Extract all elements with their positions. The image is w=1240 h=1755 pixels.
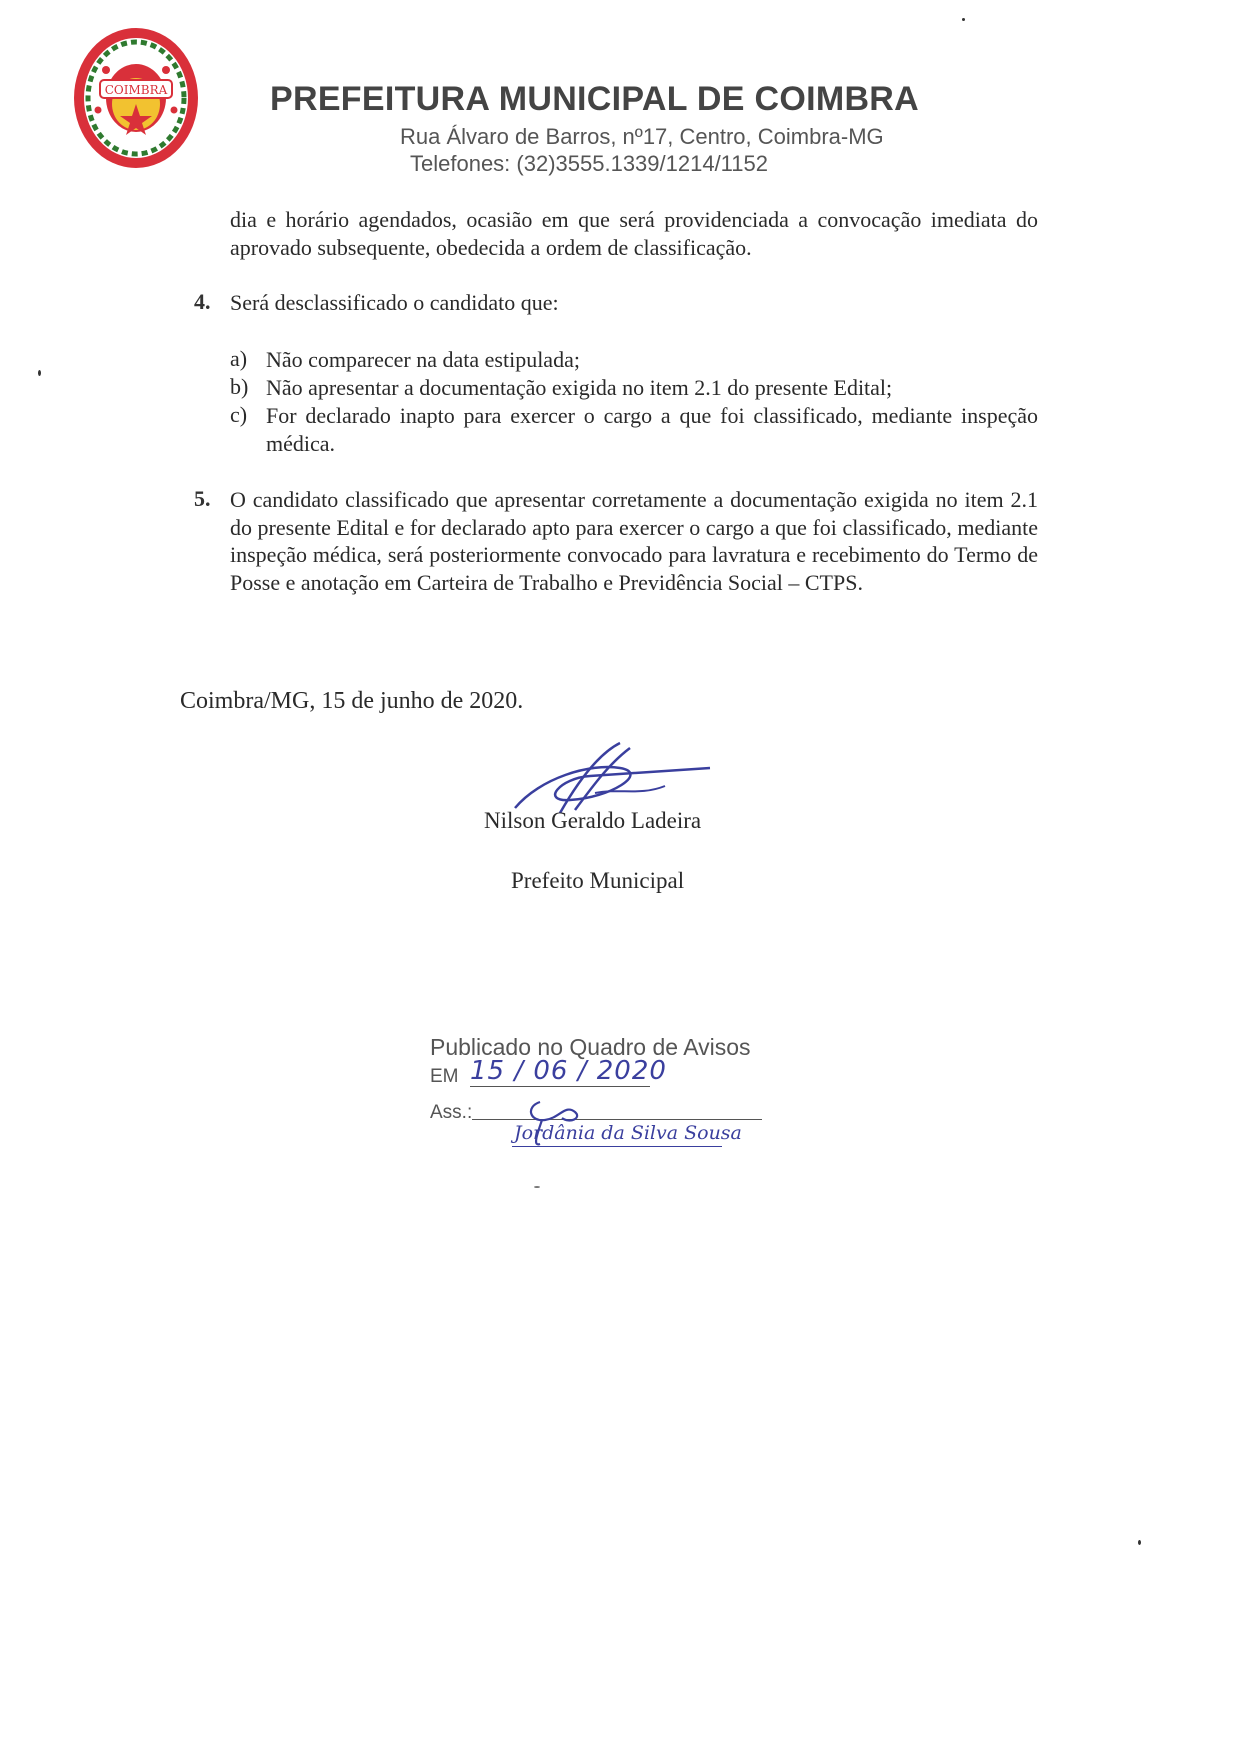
stamp-date-line [470,1086,650,1087]
place-date: Coimbra/MG, 15 de junho de 2020. [180,688,524,714]
item-4-number: 4. [194,289,211,314]
stamp-ass-label: Ass.: [430,1102,473,1123]
stamp-signature-line [472,1119,762,1120]
stamp-date: 15 / 06 / 2020 [470,1056,667,1086]
header-address: Rua Álvaro de Barros, nº17, Centro, Coimbra-MG [400,124,884,149]
scan-speck [962,18,965,21]
subitem-c-text: For declarado inapto para exercer o cargo a que foi classificado, mediante inspeção médica. [266,403,1038,456]
stamp-signer: Jordânia da Silva Sousa [514,1122,742,1144]
stamp-em-label: EM [430,1066,459,1087]
subitem-b-label: b) [230,374,249,399]
stamp-title: Publicado no Quadro de Avisos [430,1034,751,1060]
item-5-text: O candidato classificado que apresentar corretamente a documentação exigida no item 2.1 do presente Edital e for declarado apto para exercer o cargo a que foi classificado, mediante inspeção médica, será posteriormente convocado para lavratura e recebimento do Termo de Posse e anotação em Carteira de Trabalho e Previdência Social – CTPS. [230,487,1038,595]
item-5-number: 5. [194,486,211,511]
continuation-paragraph: dia e horário agendados, ocasião em que será providenciada a convocação imediata do aprovado subsequente, obedecida a ordem de classificação. [230,207,1038,260]
municipal-seal-icon [72,26,200,170]
signer-role: Prefeito Municipal [511,868,685,893]
scan-speck [534,1186,540,1188]
subitem-b-text: Não apresentar a documentação exigida no item 2.1 do presente Edital; [266,375,893,400]
header-phones: Telefones: (32)3555.1339/1214/1152 [410,151,768,176]
svg-text:COIMBRA: COIMBRA [104,83,168,97]
stamp-signer-line [512,1146,722,1147]
subitem-a-label: a) [230,346,248,371]
subitem-c-label: c) [230,402,248,427]
header-title: PREFEITURA MUNICIPAL DE COIMBRA [270,80,920,118]
subitem-a-text: Não comparecer na data estipulada; [266,347,580,372]
item-4-text: Será desclassificado o candidato que: [230,290,559,315]
signer-name: Nilson Geraldo Ladeira [484,808,702,833]
scan-speck [38,370,41,376]
scan-speck [1138,1540,1141,1545]
